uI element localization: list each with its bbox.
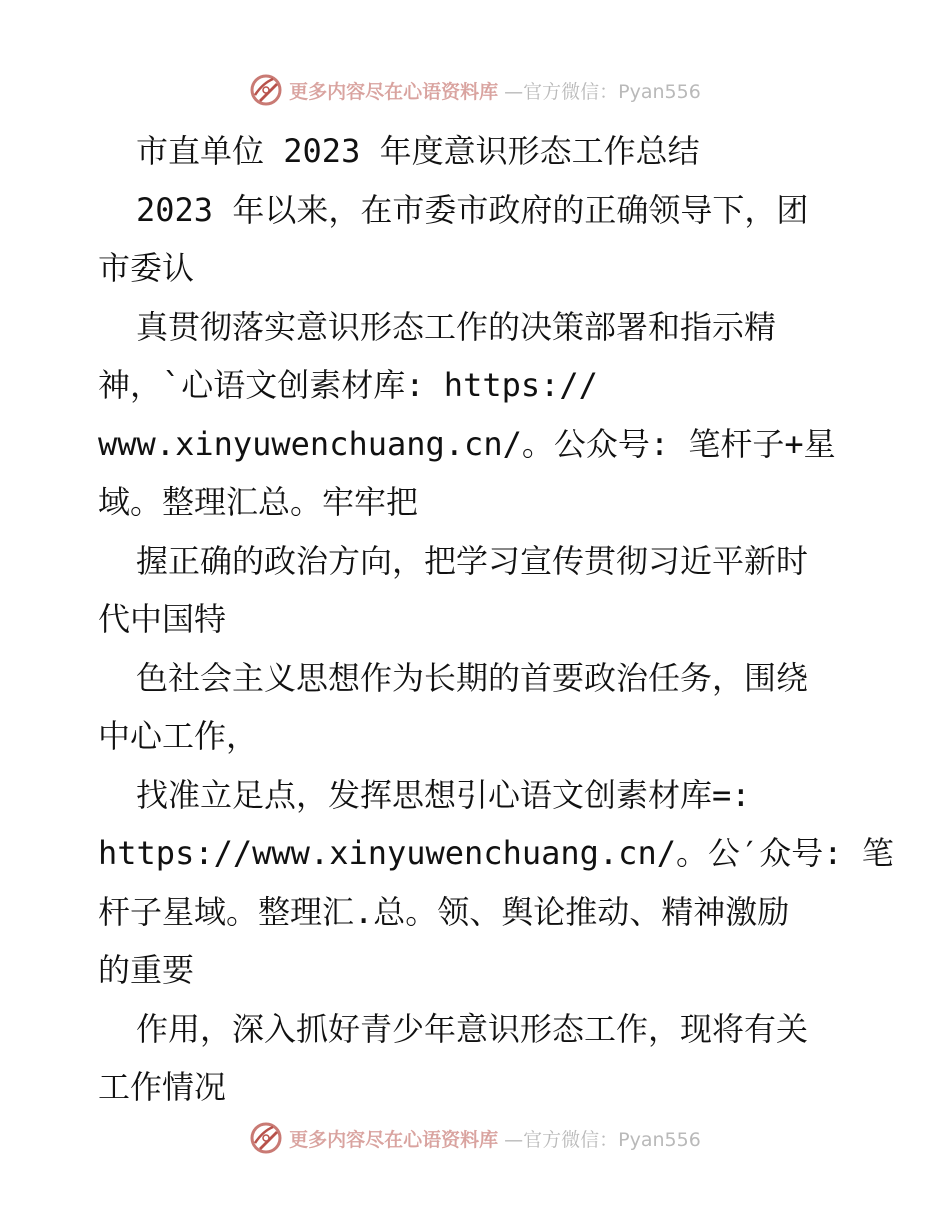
text-line: 真贯彻落实意识形态工作的决策部署和指示精 — [136, 307, 777, 346]
text-line: 握正确的政治方向，把学习宣传贯彻习近平新时 — [136, 541, 809, 580]
text-line: 的重要 — [98, 951, 195, 989]
pen-circle-logo-icon — [249, 73, 283, 107]
text-line: 神，`心语文创素材库: https:// — [98, 366, 598, 404]
document-body — [98, 122, 894, 1117]
pen-circle-logo-icon — [249, 1121, 283, 1155]
footer-watermark — [0, 1118, 950, 1158]
text-line: 色社会主义思想作为长期的首要政治任务，围绕 — [136, 658, 809, 697]
text-line: 找准立足点，发挥思想引心语文创素材库=: — [136, 775, 751, 814]
watermark-gray-text: —官方微信：Pyan556 — [504, 80, 701, 103]
watermark-gray-text: —官方微信：Pyan556 — [504, 1128, 701, 1151]
text-line: https://www.xinyuwenchuang.cn/。公′众号: 笔 — [98, 834, 894, 872]
text-line: 中心工作， — [98, 717, 259, 755]
text-line: 市委认 — [98, 249, 195, 287]
header-watermark — [0, 70, 950, 110]
text-line: 2023 年以来，在市委市政府的正确领导下，团 — [136, 190, 809, 229]
watermark-red-text: 更多内容尽在心语资料库 — [289, 80, 499, 103]
document-title: 市直单位 2023 年度意识形态工作总结 — [136, 132, 700, 170]
text-line: 域。整理汇总。牢牢把 — [98, 483, 419, 521]
text-line: www.xinyuwenchuang.cn/。公众号: 笔杆子+星 — [98, 424, 836, 463]
watermark-red-text: 更多内容尽在心语资料库 — [289, 1128, 499, 1151]
text-line: 工作情况 — [98, 1068, 227, 1106]
text-line: 代中国特 — [98, 600, 227, 638]
text-line: 杆子星域。整理汇.总。领、舆论推动、精神激励 — [98, 892, 790, 931]
text-line: 作用，深入抓好青少年意识形态工作，现将有关 — [136, 1009, 809, 1048]
